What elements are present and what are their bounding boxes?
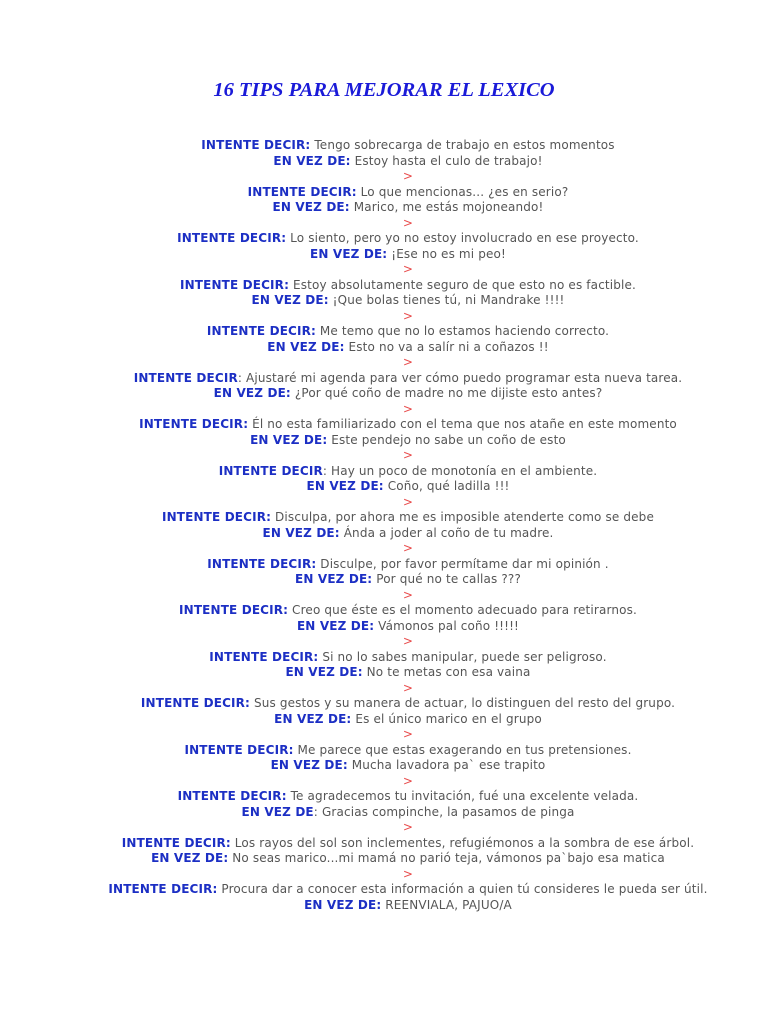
en-vez-de-text: Ánda a joder al coño de tu madre. xyxy=(339,525,554,540)
intente-decir-line xyxy=(108,789,708,805)
en-vez-de-text: No seas marico...mi mamá no parió teja, vámonos pa`bajo esa matica xyxy=(228,851,665,865)
en-vez-de-line xyxy=(108,293,708,309)
intente-decir-text: Lo que mencionas... ¿es en serio? xyxy=(356,184,569,199)
en-vez-de-text: No te metas con esa vaina xyxy=(362,665,531,679)
tip-item xyxy=(108,324,708,371)
intente-decir-text: : Hay un poco de monotonía en el ambiente. xyxy=(322,463,598,478)
intente-decir-text: Me temo que no lo estamos haciendo correcto. xyxy=(315,324,610,338)
tip-item xyxy=(108,743,708,790)
intente-decir-label: INTENTE DECIR: xyxy=(206,324,316,338)
intente-decir-line xyxy=(108,324,708,340)
en-vez-de-label: EN VEZ DE: xyxy=(273,153,351,168)
en-vez-de-label: EN VEZ DE: xyxy=(274,711,352,726)
en-vez-de-label: EN VEZ DE xyxy=(241,804,314,819)
separator-arrow: > xyxy=(402,355,414,369)
intente-decir-label: INTENTE DECIR: xyxy=(177,231,287,245)
intente-decir-label: INTENTE DECIR xyxy=(133,370,238,385)
intente-decir-line xyxy=(108,371,708,387)
en-vez-de-label: EN VEZ DE: xyxy=(213,386,291,400)
en-vez-de-line xyxy=(108,200,708,216)
intente-decir-line xyxy=(108,231,708,247)
en-vez-de-line xyxy=(108,247,708,263)
tip-item xyxy=(108,417,708,464)
intente-decir-line xyxy=(108,882,708,898)
separator-arrow: > xyxy=(402,401,414,416)
en-vez-de-line xyxy=(108,479,708,495)
en-vez-de-label: EN VEZ DE: xyxy=(262,525,340,540)
separator-arrow: > xyxy=(402,866,414,881)
intente-decir-line xyxy=(108,836,708,852)
en-vez-de-text: Vámonos pal coño !!!!! xyxy=(374,618,520,633)
intente-decir-text: Tengo sobrecarga de trabajo en estos momentos xyxy=(310,138,615,152)
en-vez-de-label: EN VEZ DE: xyxy=(296,618,375,633)
intente-decir-line xyxy=(108,650,708,666)
intente-decir-label: INTENTE DECIR: xyxy=(140,696,250,710)
en-vez-de-label: EN VEZ DE: xyxy=(270,758,348,772)
intente-decir-line xyxy=(108,557,708,573)
intente-decir-text: Disculpe, por favor permítame dar mi opinión . xyxy=(316,556,609,571)
separator-arrow: > xyxy=(402,215,414,230)
en-vez-de-line xyxy=(108,712,708,728)
tip-item xyxy=(108,836,708,883)
intente-decir-text: Lo siento, pero yo no estoy involucrado en ese proyecto. xyxy=(286,231,639,245)
en-vez-de-text: Este pendejo no sabe un coño de esto xyxy=(327,432,566,447)
intente-decir-label: INTENTE DECIR: xyxy=(179,277,290,292)
intente-decir-label: INTENTE DECIR: xyxy=(247,184,357,199)
en-vez-de-text: Estoy hasta el culo de trabajo! xyxy=(350,153,543,168)
en-vez-de-line xyxy=(108,572,708,588)
intente-decir-label: INTENTE DECIR xyxy=(218,463,323,478)
en-vez-de-line xyxy=(108,758,708,774)
tip-item xyxy=(108,650,708,697)
tip-item xyxy=(108,696,708,743)
intente-decir-text: Procura dar a conocer esta información a quien tú consideres le pueda ser útil. xyxy=(217,882,708,896)
tip-item xyxy=(108,185,708,232)
intente-decir-text: Creo que éste es el momento adecuado para retirarnos. xyxy=(288,603,637,617)
intente-decir-text: Si no lo sabes manipular, puede ser peligroso. xyxy=(318,649,607,664)
document-title: 16 TIPS PARA MEJORAR EL LEXICO xyxy=(213,79,555,101)
intente-decir-label: INTENTE DECIR: xyxy=(162,510,272,524)
en-vez-de-text: Es el único marico en el grupo xyxy=(351,711,542,726)
intente-decir-line xyxy=(108,138,708,154)
intente-decir-text: Disculpa, por ahora me es imposible atenderte como se debe xyxy=(271,510,654,524)
intente-decir-label: INTENTE DECIR: xyxy=(201,138,311,152)
en-vez-de-text: ¿Por qué coño de madre no me dijiste esto antes? xyxy=(290,386,603,400)
intente-decir-line xyxy=(108,464,708,480)
en-vez-de-line xyxy=(108,665,708,681)
intente-decir-label: INTENTE DECIR: xyxy=(121,835,231,850)
en-vez-de-line xyxy=(108,340,708,356)
en-vez-de-line xyxy=(108,433,708,449)
intente-decir-line xyxy=(108,510,708,526)
tip-item xyxy=(108,138,708,185)
tip-item xyxy=(108,557,708,604)
en-vez-de-text: Marico, me estás mojoneando! xyxy=(349,200,544,214)
en-vez-de-label: EN VEZ DE: xyxy=(250,432,328,447)
en-vez-de-label: EN VEZ DE: xyxy=(295,572,373,586)
intente-decir-label: INTENTE DECIR: xyxy=(139,417,249,431)
en-vez-de-text: ¡Ese no es mi peo! xyxy=(387,246,506,261)
separator-arrow: > xyxy=(402,448,414,462)
en-vez-de-label: EN VEZ DE: xyxy=(267,339,345,354)
en-vez-de-text: Coño, qué ladilla !!! xyxy=(383,479,510,493)
en-vez-de-text: Por qué no te callas ??? xyxy=(372,572,521,586)
en-vez-de-line xyxy=(108,386,708,402)
intente-decir-line xyxy=(108,185,708,201)
tip-item xyxy=(108,789,708,836)
en-vez-de-line xyxy=(108,526,708,542)
en-vez-de-label: EN VEZ DE: xyxy=(285,665,363,679)
intente-decir-text: Te agradecemos tu invitación, fué una excelente velada. xyxy=(286,789,639,803)
tips-list xyxy=(108,138,708,913)
en-vez-de-label: EN VEZ DE: xyxy=(310,246,388,261)
separator-arrow: > xyxy=(402,494,414,509)
separator-arrow: > xyxy=(402,587,414,602)
intente-decir-line xyxy=(108,278,708,294)
tip-item xyxy=(108,464,708,511)
separator-arrow: > xyxy=(402,541,414,555)
intente-decir-label: INTENTE DECIR: xyxy=(108,882,218,896)
intente-decir-text: Él no esta familiarizado con el tema que nos atañe en este momento xyxy=(248,417,677,431)
intente-decir-text: Estoy absolutamente seguro de que esto no es factible. xyxy=(289,277,637,292)
en-vez-de-label: EN VEZ DE: xyxy=(272,200,350,214)
intente-decir-label: INTENTE DECIR: xyxy=(179,603,289,617)
intente-decir-text: : Ajustaré mi agenda para ver cómo puedo programar esta nueva tarea. xyxy=(237,370,683,385)
en-vez-de-text: Mucha lavadora pa` ese trapito xyxy=(347,758,546,772)
separator-arrow: > xyxy=(402,773,414,788)
tip-item xyxy=(108,603,708,650)
separator-arrow: > xyxy=(402,680,414,695)
intente-decir-text: Me parece que estas exagerando en tus pretensiones. xyxy=(293,742,632,757)
separator-arrow: > xyxy=(402,820,414,834)
en-vez-de-label: EN VEZ DE: xyxy=(251,293,329,307)
tip-item xyxy=(108,510,708,557)
intente-decir-text: Los rayos del sol son inclementes, refugiémonos a la sombra de ese árbol. xyxy=(230,835,695,850)
intente-decir-line xyxy=(108,603,708,619)
intente-decir-line xyxy=(108,743,708,759)
en-vez-de-line xyxy=(108,154,708,170)
intente-decir-text: Sus gestos y su manera de actuar, lo distinguen del resto del grupo. xyxy=(250,696,676,710)
separator-arrow: > xyxy=(402,727,414,741)
tip-item xyxy=(108,231,708,278)
tip-item xyxy=(108,371,708,418)
en-vez-de-text: : Gracias compinche, la pasamos de pinga xyxy=(313,804,575,819)
separator-arrow: > xyxy=(402,634,414,648)
separator-arrow: > xyxy=(402,262,414,276)
en-vez-de-label: EN VEZ DE: xyxy=(306,479,384,493)
en-vez-de-line xyxy=(108,851,708,867)
en-vez-de-text: Esto no va a salír ni a coñazos !! xyxy=(344,339,549,354)
tip-item xyxy=(108,278,708,325)
intente-decir-label: INTENTE DECIR: xyxy=(177,789,287,803)
en-vez-de-text: ¡Que bolas tienes tú, ni Mandrake !!!! xyxy=(328,293,565,307)
intente-decir-line xyxy=(108,696,708,712)
tip-item xyxy=(108,882,708,913)
en-vez-de-label: EN VEZ DE: xyxy=(304,897,382,912)
en-vez-de-text: REENVIALA, PAJUO/A xyxy=(381,897,512,912)
intente-decir-line xyxy=(108,417,708,433)
en-vez-de-line xyxy=(108,619,708,635)
intente-decir-label: INTENTE DECIR: xyxy=(207,556,317,571)
separator-arrow: > xyxy=(402,308,414,323)
separator-arrow: > xyxy=(402,169,414,183)
intente-decir-label: INTENTE DECIR: xyxy=(209,649,319,664)
en-vez-de-line xyxy=(108,805,708,821)
intente-decir-label: INTENTE DECIR: xyxy=(184,742,294,757)
en-vez-de-line xyxy=(108,898,708,914)
en-vez-de-label: EN VEZ DE: xyxy=(151,851,229,865)
